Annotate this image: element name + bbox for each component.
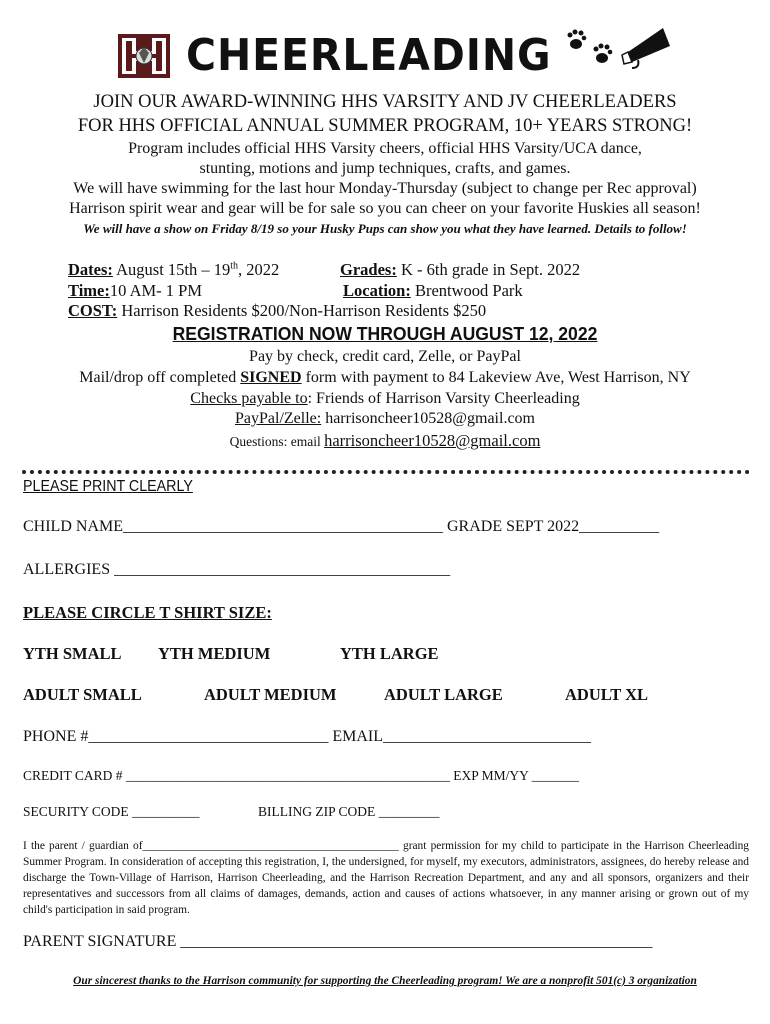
paypal-label: PayPal/Zelle: xyxy=(235,410,322,427)
print-clearly-label: PLEASE PRINT CLEARLY xyxy=(23,478,193,495)
allergies-field[interactable]: ALLERGIES __________________________________________ xyxy=(23,561,451,578)
location-row xyxy=(343,281,523,301)
checks-value: : Friends of Harrison Varsity Cheerleading xyxy=(307,390,580,407)
dates-value: August 15th – 19 xyxy=(112,260,231,279)
paypal-zelle xyxy=(0,410,770,428)
size-yth-large[interactable]: YTH LARGE xyxy=(340,644,439,663)
dates-year: , 2022 xyxy=(238,260,280,279)
paypal-value: harrisoncheer10528@gmail.com xyxy=(321,410,535,427)
mail-instructions xyxy=(0,369,770,387)
shirt-size-heading: PLEASE CIRCLE T SHIRT SIZE: xyxy=(23,603,272,622)
intro-line-1: JOIN OUR AWARD-WINNING HHS VARSITY AND JV CHEERLEADERS xyxy=(93,92,677,112)
location-label: Location: xyxy=(343,281,411,300)
size-yth-medium[interactable]: YTH MEDIUM xyxy=(158,644,271,663)
questions-label: Questions: email xyxy=(229,434,325,449)
intro-line-3: Program includes official HHS Varsity cheers, official HHS Varsity/UCA dance, xyxy=(128,140,642,157)
signed-text: SIGNED xyxy=(240,369,302,386)
credit-card-field[interactable]: CREDIT CARD # ________________________________________________ EXP MM/YY _______ xyxy=(23,768,580,783)
release-waiver-text: I the parent / guardian of_____________________________________________ grant permission for my child to participate in the Harrison Cheerleading Summer Program. In consideration of accepting this registration, I, the undersigned, for myself, my executors, administrators, assignees, do hereby release and discharge the Town-Village of Harrison, Harrison Cheerleading, and the Harrison Recreation Department, and any and all sponsors, organizers and their representatives and successors from all claims of damages, demands, action and causes of actions whatsoever, in any manner arising or grown out of my child's participation in said program. xyxy=(23,840,749,917)
show-note: We will have a show on Friday 8/19 so your Husky Pups can show you what they have learned. Details to follow! xyxy=(83,221,687,236)
cost-row xyxy=(68,301,486,321)
paw-megaphone-icon xyxy=(566,24,671,74)
time-value: 10 AM- 1 PM xyxy=(109,281,203,300)
dates-label: Dates: xyxy=(68,260,113,279)
child-name-field[interactable]: CHILD NAME________________________________________ GRADE SEPT 2022__________ xyxy=(23,518,660,535)
time-row xyxy=(68,281,202,301)
footer-thanks: Our sincerest thanks to the Harrison community for supporting the Cheerleading program! We are a nonprofit 501(c) 3 organization xyxy=(73,975,697,987)
intro-line-6: Harrison spirit wear and gear will be for sale so you can cheer on your favorite Huskies all season! xyxy=(69,200,701,217)
questions-email-link[interactable]: harrisoncheer10528@gmail.com xyxy=(324,431,541,450)
grades-value: K - 6th grade in Sept. 2022 xyxy=(396,260,581,279)
dates-sup: th xyxy=(230,260,239,272)
cut-line-divider xyxy=(22,470,750,474)
intro-line-2: FOR HHS OFFICIAL ANNUAL SUMMER PROGRAM, 10+ YEARS STRONG! xyxy=(77,116,693,136)
size-adult-large[interactable]: ADULT LARGE xyxy=(384,685,503,704)
phone-email-field[interactable]: PHONE #______________________________ EMAIL__________________________ xyxy=(23,728,591,745)
size-yth-small[interactable]: YTH SMALL xyxy=(23,644,122,663)
grades-label: Grades: xyxy=(340,260,397,279)
size-adult-xl[interactable]: ADULT XL xyxy=(565,685,648,704)
registration-heading: REGISTRATION NOW THROUGH AUGUST 12, 2022 xyxy=(172,323,598,344)
billing-zip-field[interactable]: BILLING ZIP CODE _________ xyxy=(258,804,440,819)
time-label: Time: xyxy=(68,281,110,300)
pay-methods: Pay by check, credit card, Zelle, or PayPal xyxy=(249,348,521,365)
parent-signature-field[interactable]: PARENT SIGNATURE ___________________________________________________________ xyxy=(23,933,653,950)
intro-line-4: stunting, motions and jump techniques, crafts, and games. xyxy=(199,160,571,177)
location-value: Brentwood Park xyxy=(410,281,523,300)
intro-line-5: We will have swimming for the last hour Monday-Thursday (subject to change per Rec approval) xyxy=(73,180,697,197)
size-adult-medium[interactable]: ADULT MEDIUM xyxy=(204,685,337,704)
cost-value: Harrison Residents $200/Non-Harrison Residents $250 xyxy=(117,301,487,320)
size-adult-small[interactable]: ADULT SMALL xyxy=(23,685,142,704)
checks-label: Checks payable to xyxy=(190,390,308,407)
dates-row xyxy=(68,260,279,280)
questions-line xyxy=(0,431,770,451)
mail-pre: Mail/drop off completed xyxy=(79,369,241,386)
cost-label: COST: xyxy=(68,301,118,320)
checks-payable xyxy=(0,390,770,408)
harrison-h-logo xyxy=(117,33,171,79)
mail-post: form with payment to 84 Lakeview Ave, West Harrison, NY xyxy=(301,369,691,386)
grades-row xyxy=(340,260,580,280)
page-title: CHEERLEADING xyxy=(186,30,552,81)
security-code-field[interactable]: SECURITY CODE __________ xyxy=(23,804,200,819)
